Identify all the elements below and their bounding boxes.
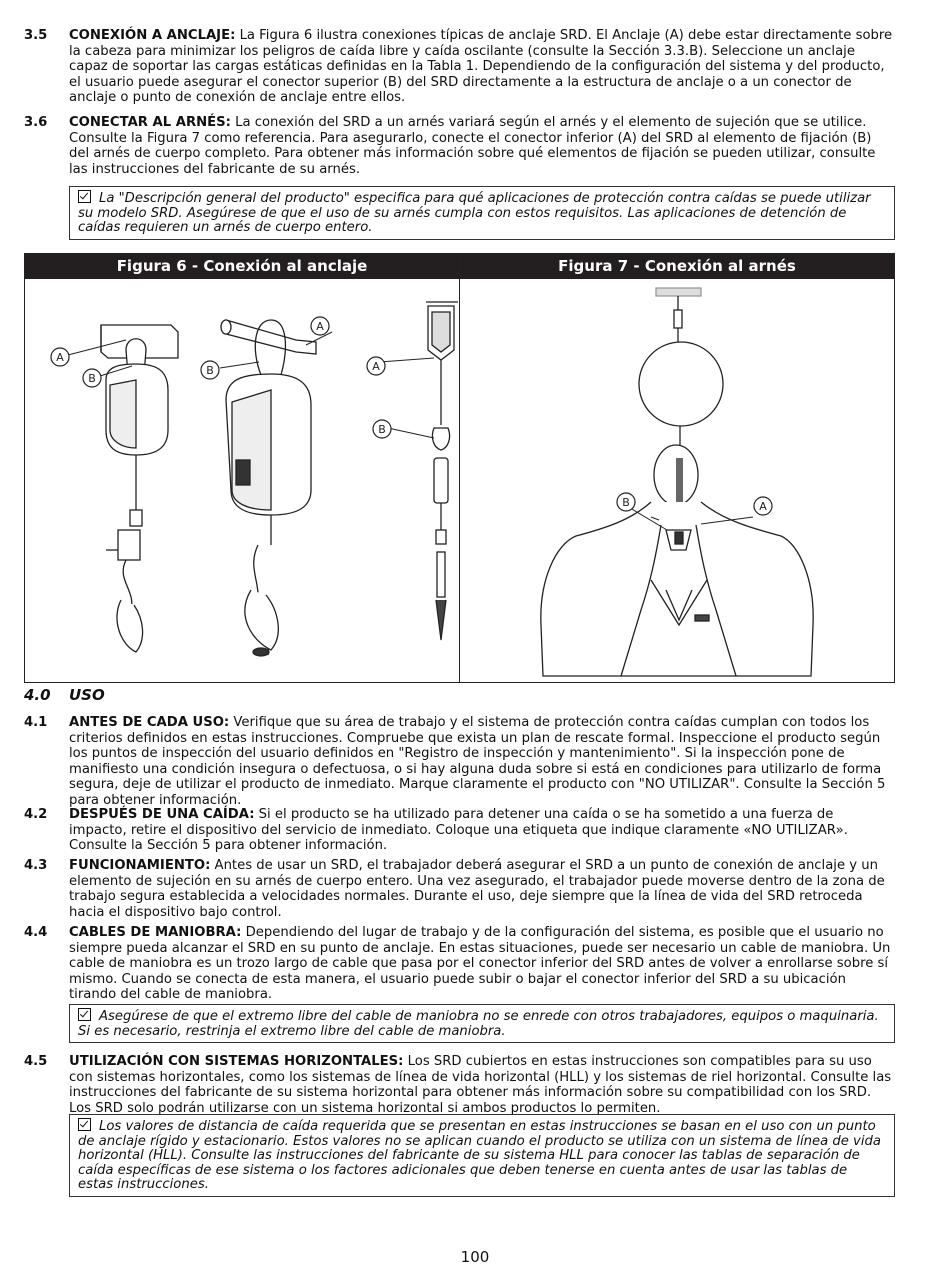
note-box-harness bbox=[69, 186, 895, 240]
section-4-4 bbox=[24, 925, 894, 1003]
srd-device-2 bbox=[221, 320, 316, 656]
label-b: B bbox=[88, 372, 96, 385]
label-b: B bbox=[622, 496, 630, 509]
note-box-hll bbox=[69, 1114, 895, 1197]
section-number: 4.2 bbox=[24, 807, 48, 822]
note-text: Los valores de distancia de caída requerida que se presentan en estas instrucciones se basan en el uso con un punto de anclaje rígido y estacionario. Estos valores no se aplican cuando el producto se utiliza con un sistema de línea de vida horizontal (HLL). Consulte las instrucciones del fabricante de su sistema HLL para conocer las tablas de separación de caída específicas de ese sistema o los factores adicionales que deben tenerse en cuenta antes de usar las tablas de estas instrucciones. bbox=[78, 1119, 881, 1193]
section-number: 4.0 bbox=[24, 686, 51, 704]
section-body: Dependiendo del lugar de trabajo y de la configuración del sistema, es posible que el usuario no siempre pueda alcanzar el SRD en su punto de anclaje. En estas situaciones, puede ser necesario un cable de maniobra. Un cable de maniobra es un trozo largo de cable que pasa por el conector inferior del SRD antes de volver a enrollarse sobre sí mismo. Cuando se conecta de esta manera, el usuario puede subir o bajar el conector inferior del SRD a su ubicación tirando del cable de maniobra. bbox=[69, 925, 891, 1003]
checkbox-icon bbox=[78, 1118, 91, 1131]
section-4-1 bbox=[24, 715, 894, 809]
section-body: Antes de usar un SRD, el trabajador deberá asegurar el SRD a un punto de conexión de anclaje y un elemento de sujeción en su arnés de cuerpo entero. Una vez asegurado, el trabajador puede moverse dentro de la zona de trabajo segura establecida a velocidades normales. Durante el uso, deje siempre que la línea de vida del SRD retroceda hacia el dispositivo bajo control. bbox=[69, 858, 885, 920]
section-heading: CONECTAR AL ARNÉS: bbox=[69, 115, 231, 130]
section-heading: FUNCIONAMIENTO: bbox=[69, 858, 211, 873]
section-heading: CABLES DE MANIOBRA: bbox=[69, 925, 242, 940]
section-number: 4.1 bbox=[24, 715, 48, 730]
label-a: A bbox=[759, 500, 767, 513]
section-body: Si el producto se ha utilizado para detener una caída o se ha sometido a una fuerza de impacto, retire el dispositivo del servicio de inmediato. Coloque una etiqueta que indique claramente «NO UTILIZAR». Consulte la Sección 5 para obtener información. bbox=[69, 807, 848, 854]
section-body: La conexión del SRD a un arnés variará según el arnés y el elemento de sujeción que se utilice. Consulte la Figura 7 como referencia. Para asegurarlo, conecte el conector inferior (A) del SRD al elemento de fijación (B) del arnés de cuerpo completo. Para obtener más información sobre qué elementos de fijación se pueden utilizar, consulte las instrucciones del fabricante de su arnés. bbox=[69, 115, 876, 177]
label-b: B bbox=[206, 364, 214, 377]
note-box-tag-line bbox=[69, 1004, 895, 1043]
worker-body bbox=[541, 502, 813, 676]
figure-7-title: Figura 7 - Conexión al arnés bbox=[460, 254, 894, 279]
section-number: 4.3 bbox=[24, 858, 48, 873]
figure-divider bbox=[459, 254, 460, 682]
label-a: A bbox=[372, 360, 380, 373]
section-3-5 bbox=[24, 28, 894, 106]
checkbox-icon bbox=[78, 190, 91, 203]
section-number: 4.5 bbox=[24, 1054, 48, 1069]
section-number: 3.6 bbox=[24, 115, 48, 130]
srd-device-3 bbox=[426, 302, 458, 640]
figures-panel bbox=[24, 253, 895, 683]
label-a: A bbox=[56, 351, 64, 364]
section-4-3 bbox=[24, 858, 894, 920]
figure-7-illustration bbox=[461, 280, 893, 680]
section-title: USO bbox=[69, 686, 105, 704]
section-body: La Figura 6 ilustra conexiones típicas de anclaje SRD. El Anclaje (A) debe estar directamente sobre la cabeza para minimizar los peligros de caída libre y caída oscilante (consulte la Sección 3.3.B). Seleccione un anclaje capaz de soportar las cargas estáticas definidas en la Tabla 1. Dependiendo de la configuración del sistema y del producto, el usuario puede asegurar el conector superior (B) del SRD directamente a la estructura de anclaje o a un conector de anclaje o punto de conexión de anclaje entre ellos. bbox=[69, 28, 893, 106]
section-4-2 bbox=[24, 807, 894, 854]
section-body: Los SRD cubiertos en estas instrucciones son compatibles para su uso con sistemas horizontales, como los sistemas de línea de vida horizontal (HLL) y los sistemas de riel horizontal. Consulte las instrucciones del fabricante de su sistema horizontal para obtener más información sobre su compatibilidad con los SRD. Los SRD solo podrán utilizarse con un sistema horizontal si ambos productos lo permiten. bbox=[69, 1054, 892, 1116]
ceiling-anchor bbox=[656, 288, 701, 296]
srd-device-1 bbox=[101, 325, 178, 652]
section-body: Verifique que su área de trabajo y el sistema de protección contra caídas cumplan con todos los criterios definidos en estas instrucciones. Compruebe que exista un plan de rescate formal. Inspeccione el producto según los puntos de inspección del usuario definidos en "Registro de inspección y mantenimiento". Si la inspección pone de manifiesto una condición insegura o defectuosa, o si hay alguna duda sobre si está en condiciones para utilizarlo de forma segura, deje de utilizar el producto de inmediato. Marque claramente el producto con "NO UTILIZAR". Consulte la Sección 5 para obtener información. bbox=[69, 715, 886, 808]
checkbox-icon bbox=[78, 1008, 91, 1021]
section-3-6 bbox=[24, 115, 894, 177]
section-4-5 bbox=[24, 1054, 894, 1116]
figure-6-illustration bbox=[26, 280, 458, 680]
note-text: Asegúrese de que el extremo libre del cable de maniobra no se enrede con otros trabajadores, equipos o maquinaria. Si es necesario, restrinja el extremo libre del cable de maniobra. bbox=[78, 1009, 879, 1039]
section-heading: UTILIZACIÓN CON SISTEMAS HORIZONTALES: bbox=[69, 1054, 404, 1069]
page-number: 100 bbox=[460, 1248, 490, 1266]
section-heading: ANTES DE CADA USO: bbox=[69, 715, 230, 730]
section-number: 4.4 bbox=[24, 925, 48, 940]
section-heading: DESPUÉS DE UNA CAÍDA: bbox=[69, 807, 255, 822]
section-4-title bbox=[24, 686, 105, 704]
label-b: B bbox=[378, 423, 386, 436]
section-heading: CONEXIÓN A ANCLAJE: bbox=[69, 28, 236, 43]
figure-6-title: Figura 6 - Conexión al anclaje bbox=[25, 254, 459, 279]
note-text: La "Descripción general del producto" especifica para qué aplicaciones de protección contra caídas se puede utilizar su modelo SRD. Asegúrese de que el uso de su arnés cumpla con estos requisitos. Las aplicaciones de detención de caídas requieren un arnés de cuerpo entero. bbox=[78, 191, 871, 236]
label-a: A bbox=[316, 320, 324, 333]
srd-housing bbox=[639, 342, 723, 426]
section-number: 3.5 bbox=[24, 28, 48, 43]
